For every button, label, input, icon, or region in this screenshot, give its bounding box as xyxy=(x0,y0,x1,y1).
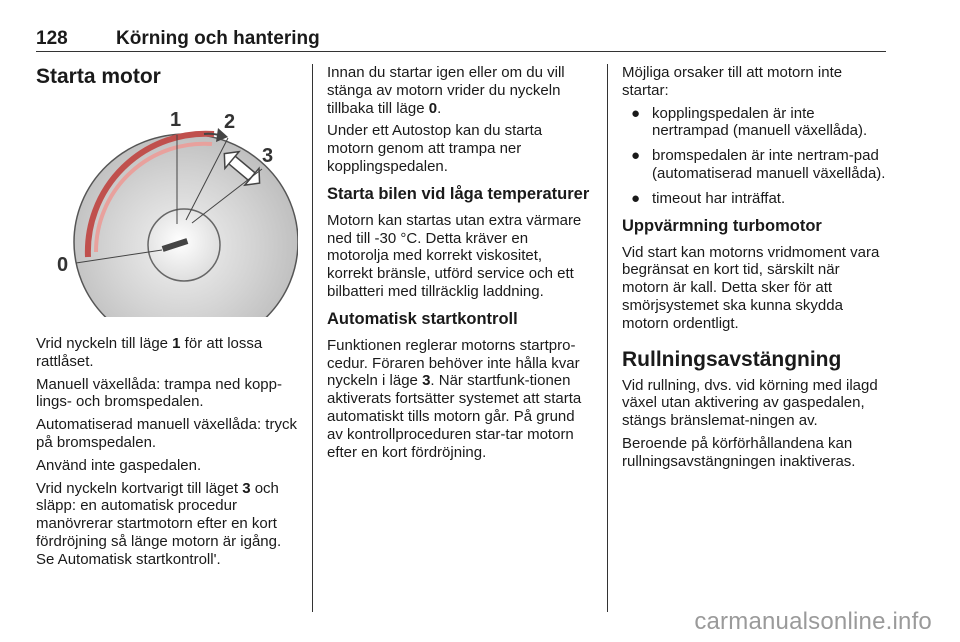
paragraph-key-position-1: Vrid nyckeln till läge 1 för att lossa rattlåset. xyxy=(36,335,263,370)
paragraph-fuel-cutoff-deactivation: Beroende på körförhållandena kan rullningsavstängningen inaktiveras. xyxy=(622,434,856,470)
heading-auto-start-control: Automatisk startkontroll xyxy=(327,309,518,328)
causes-list xyxy=(622,105,890,208)
paragraph-possible-causes: Möjliga orsaker till att motorn inte startar: xyxy=(622,64,843,99)
bullet-icon: ● xyxy=(631,147,641,165)
paragraph-autostop: Under ett Autostop kan du starta motorn genom att trampa ner kopplingspedalen. xyxy=(327,122,543,175)
list-item: ● timeout har inträffat. xyxy=(631,189,786,207)
paragraph-manual-gearbox: Manuell växellåda: trampa ned kopp-lings- och bromspedalen. xyxy=(36,375,282,411)
bullet-icon: ● xyxy=(631,104,641,122)
column-left xyxy=(36,64,298,574)
paragraph-turbo-warmup: Vid start kan motorns vridmoment vara begränsat en kort tid, särskilt när motorn är kall. Detta sker för att smörjsystemet ska kunna skydda motorn ordentligt. xyxy=(622,243,880,332)
label-position-1: 1 xyxy=(170,109,182,131)
paragraph-key-position-3: Vrid nyckeln kortvarigt till läget 3 och släpp: en automatisk procedur manövrerar startmotorn efter en kort fördröjning så länge motorn är igång. Se Automatisk startkontroll'. xyxy=(36,479,282,568)
paragraph-cold-start: Motorn kan startas utan extra värmare ned till -30 °C. Detta kräver en motorolja med korrekt viskositet, korrekt bränsle, utförd service och ett bilbatteri med tillräcklig laddning. xyxy=(327,211,582,300)
page-header xyxy=(36,28,886,50)
heading-turbo-warmup: Uppvärmning turbomotor xyxy=(622,216,822,235)
heading-fuel-cutoff: Rullningsavstängning xyxy=(622,347,842,371)
header-rule xyxy=(36,51,886,52)
column-middle xyxy=(327,64,592,466)
column-right xyxy=(622,64,890,476)
section-heading-starta-motor: Starta motor xyxy=(36,65,161,88)
watermark: carmanualsonline.info xyxy=(694,608,932,635)
paragraph-restart: Innan du startar igen eller om du vill stänga av motorn vrider du nyckeln tillbaka till läge 0. xyxy=(327,64,565,117)
paragraph-fuel-cutoff: Vid rullning, dvs. vid körning med ilagd växel utan aktivering av gaspedalen, stängs bränslemat-ningen av. xyxy=(622,376,878,430)
label-position-3: 3 xyxy=(262,145,274,167)
ignition-key-figure xyxy=(36,102,298,317)
ignition-diagram xyxy=(36,102,298,317)
paragraph-no-accelerator: Använd inte gaspedalen. xyxy=(36,456,202,474)
label-position-2: 2 xyxy=(224,111,236,133)
page-number: 128 xyxy=(36,28,68,49)
column-divider-left xyxy=(312,64,313,612)
list-item: ● kopplingspedalen är inte nertrampad (manuell växellåda). xyxy=(631,104,868,140)
running-title: Körning och hantering xyxy=(116,28,320,49)
list-item: ● bromspedalen är inte nertram-pad (automatiserad manuell växellåda). xyxy=(631,147,886,182)
bullet-icon: ● xyxy=(631,189,641,207)
heading-cold-start: Starta bilen vid låga temperaturer xyxy=(327,184,590,203)
label-position-0: 0 xyxy=(57,254,69,276)
column-divider-right xyxy=(607,64,608,612)
paragraph-automated-gearbox: Automatiserad manuell växellåda: tryck på bromspedalen. xyxy=(36,416,297,451)
paragraph-auto-start-control: Funktionen reglerar motorns startpro-cedur. Föraren behöver inte hålla kvar nyckeln i läge 3. När startfunk-tionen aktiverats fortsätter systemet att starta automatiskt tills motorn går. På grund av kontrollproceduren star-tar motorn efter en kort fördröjning. xyxy=(327,336,582,461)
